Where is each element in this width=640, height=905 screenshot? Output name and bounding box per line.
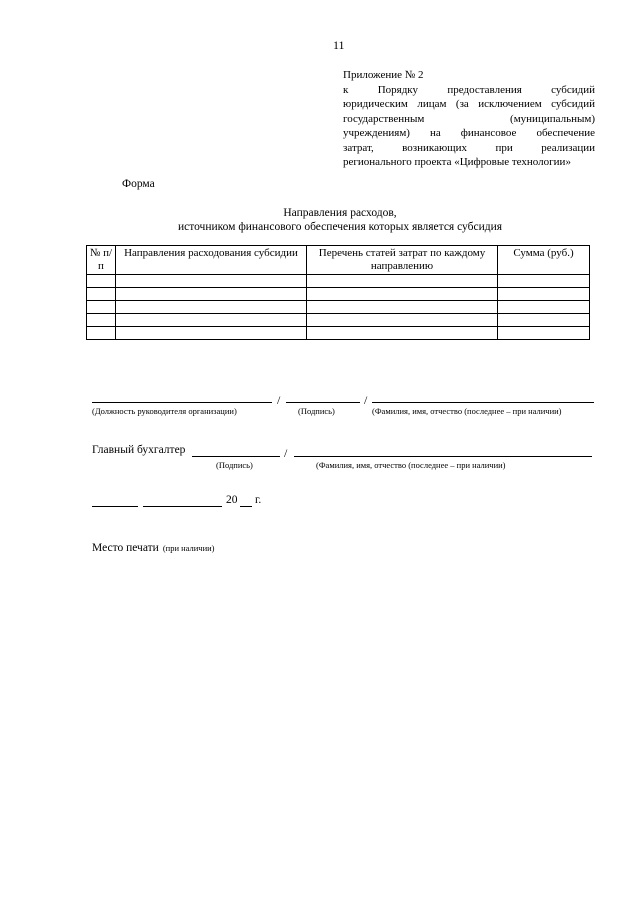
table-cell[interactable] [498,301,590,314]
table-cell[interactable] [307,288,498,301]
table-cell[interactable] [87,301,116,314]
caption-signature: (Подпись) [298,406,335,416]
caption-full-name: (Фамилия, имя, отчество (последнее – при наличии) [316,460,506,470]
appendix-line-4: государственным (муниципальным) [343,112,595,125]
separator-slash: / [284,446,288,460]
appendix-line-5: учреждениям) на финансовое обеспечение [343,127,595,139]
table-cell[interactable] [307,275,498,288]
separator-slash: / [277,393,281,407]
day-line[interactable] [92,506,138,507]
table-row [87,275,590,288]
signature-line[interactable] [286,402,360,403]
month-line[interactable] [143,506,222,507]
table-cell[interactable] [87,275,116,288]
appendix-line-3: юридическим лицам (за исключением субсидий [343,98,595,110]
table-cell[interactable] [116,327,307,340]
table-cell[interactable] [307,327,498,340]
table-cell[interactable] [116,314,307,327]
year-suffix: г. [255,494,262,506]
full-name-line[interactable] [294,456,592,457]
stamp-note: (при наличии) [162,543,215,553]
appendix-line-7: регионального проекта «Цифровые технологии» [343,156,571,168]
column-header-cost-items: Перечень статей затрат по каждому направлению [307,246,498,275]
caption-signature: (Подпись) [216,460,253,470]
table-cell[interactable] [307,301,498,314]
page-number: 11 [333,38,345,52]
column-header-direction: Направления расходования субсидии [116,246,307,275]
caption-position: (Должность руководителя организации) [92,406,237,416]
table-row [87,301,590,314]
appendix-line-2: к Порядку предоставления субсидий [343,83,595,96]
separator-slash: / [364,393,368,407]
stamp-label: Место печати [92,542,159,554]
table-cell[interactable] [87,314,116,327]
table-cell[interactable] [116,275,307,288]
table-cell[interactable] [116,288,307,301]
stamp-place [92,538,215,556]
table-cell[interactable] [87,327,116,340]
column-header-amount: Сумма (руб.) [498,246,590,275]
chief-accountant-label: Главный бухгалтер [92,444,186,456]
signature-line[interactable] [192,456,280,457]
table-cell[interactable] [498,288,590,301]
column-header-number: № п/п [87,246,116,275]
table-cell[interactable] [116,301,307,314]
table-cell[interactable] [87,288,116,301]
year-line[interactable] [240,506,252,507]
document-title [80,206,600,234]
table-header-row [87,246,590,275]
caption-full-name: (Фамилия, имя, отчество (последнее – при наличии) [372,406,562,416]
position-line[interactable] [92,402,272,403]
appendix-line-6: затрат, возникающих при реализации [343,141,595,154]
document-title-line-2: источником финансового обеспечения которых является субсидия [177,221,503,233]
table-row [87,314,590,327]
table-cell[interactable] [498,314,590,327]
full-name-line[interactable] [372,402,594,403]
table-cell[interactable] [498,327,590,340]
table-row [87,327,590,340]
form-label: Форма [122,178,155,190]
appendix-line-1: Приложение № 2 [343,69,424,81]
expenses-table [86,245,590,340]
appendix-header [343,68,595,170]
year-prefix: 20 [226,494,238,506]
table-cell[interactable] [307,314,498,327]
table-cell[interactable] [498,275,590,288]
document-title-line-1: Направления расходов, [283,207,397,219]
table-row [87,288,590,301]
